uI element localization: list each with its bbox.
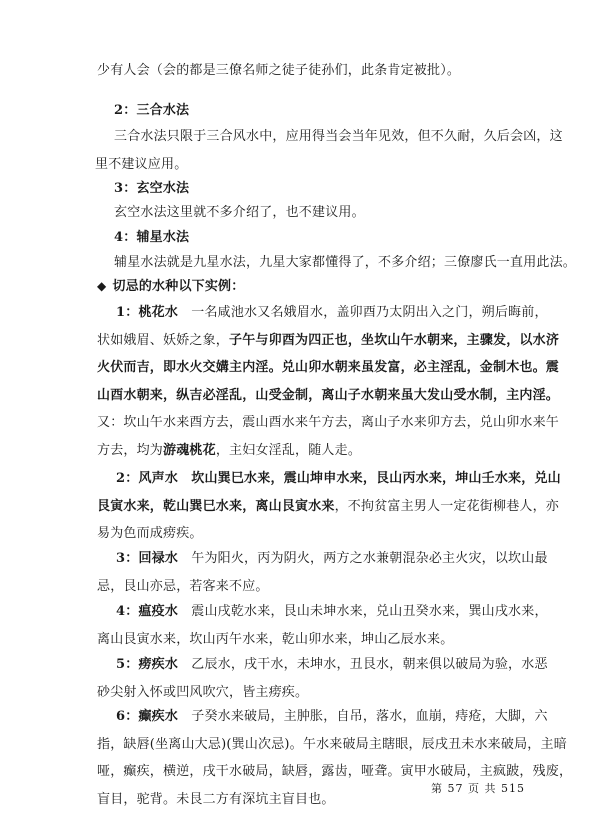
item-6-madness: 6：癫疾水 子癸水来破局，主肿胀，自吊，落水，血崩，痔疮，大脚，六 指，缺唇(坐离山大忌)(巽山次忌)。午水来破局主瞎眼，辰戌丑未水来破局，主暗 哑，癫疾，横逆，戌干水破局，缺唇，露齿，哑聋。寅甲水破局，主疯跛，残废， 盲目，驼背。未艮二方有深坑主盲目也。 [97,709,573,807]
section-heading-4: 4：辅星水法 [114,230,190,245]
item-2-wind-sound: 2：风声水 坎山巽巳水来，震山坤申水来，艮山丙水来，坤山壬水来，兑山 艮寅水来，乾山巽巳水来，离山艮寅水来，不拘贫富主男人一定花街柳巷人，亦 易为色而成痨疾。 [97,471,561,541]
item-4-plague: 4：瘟疫水 震山戌乾水来，艮山未坤水来，兑山丑癸水来，巽山戌水来， 离山艮寅水来，坎山丙午水来，乾山卯水来，坤山乙辰水来。 [97,604,548,647]
section-heading-3: 3：玄空水法 [114,181,190,196]
page-number-footer: 第 57 页 共 515 [431,782,525,795]
item-5-consumption: 5：痨疾水 乙辰水，戌干水，未坤水，丑艮水，朝来俱以破局为验，水恶 砂尖射入怀或凹风吹穴，皆主痨疾。 [97,657,548,700]
intro-line: 少有人会（会的都是三僚名师之徒子徒孙们，此条肯定被批）。 [97,63,461,78]
section-2-body: 三合水法只限于三合风水中，应用得当会当年见效，但不久耐，久后会凶，这 里不建议应用。 [95,129,563,172]
section-3-body: 玄空水法这里就不多介绍了，也不建议用。 [114,205,365,220]
diamond-bullet-icon: ◆ [97,279,107,293]
item-3-fire: 3：回禄水 午为阳火，丙为阴火，两方之水兼朝混杂必主火灾，以坎山最 忌，艮山亦忌，若客来不应。 [97,551,548,594]
section-heading-2: 2：三合水法 [114,103,190,118]
list-header: ◆ 切忌的水种以下实例： [97,279,245,294]
item-1-peach-blossom: 1：桃花水 一名咸池水又名娥眉水，盖卯酉乃太阴出入之门，朔后晦前， 状如娥眉、妖娇之象，子午与卯酉为四正也，坐坎山午水朝来，主骤发，以水济 火伏而吉，即水火交媾主内淫。兑山卯水朝来虽发富，必主淫乱，金制木也。震 山酉水朝来，纵吉必淫乱，山受金制，离山子水朝来虽大发山受水制，主内淫。 又：坎山午水来酉方去，震山酉水来午方去，离山子水来卯方去，兑山卯水来午 方去，均为游魂桃花，主妇女淫乱，随人走。 [97,305,560,458]
section-4-body: 辅星水法就是九星水法，九星大家都懂得了，不多介绍；三僚廖氏一直用此法。 [114,255,577,270]
